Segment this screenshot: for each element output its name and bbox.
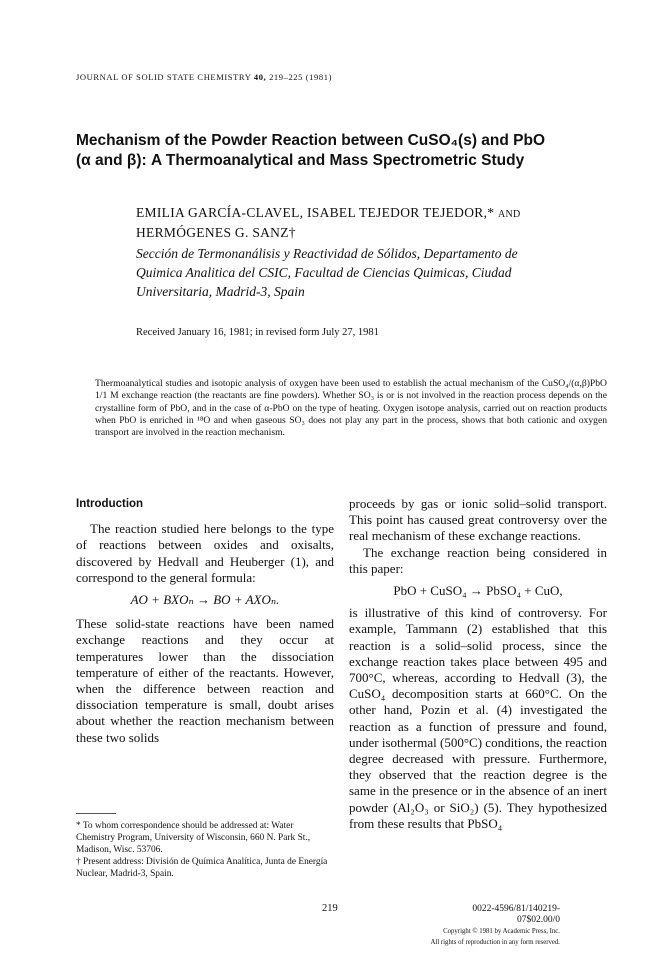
copyright-line-2: All rights of reproduction in any form reserved. (430, 939, 560, 946)
abstract: Thermoanalytical studies and isotopic analysis of oxygen have been used to establish the actual mechanism of the CuSO₄/(α,β)PbO 1/1 M exchange reaction (the reactants are fine powders). Whether SO₃ is or is not involved in the reaction process depends on the crystalline form of PbO, and in the case of α-PbO on the type of heating. Oxygen isotope analysis, carried out on reaction products when PbO is enriched in ¹⁸O and when gaseous SO₃ does not play any part in the process, shows that both cationic and oxygen transport are involved in the reaction mechanism. (95, 378, 607, 439)
right-paragraph-3: is illustrative of this kind of controversy. For example, Tammann (2) established that this reaction is a solid–solid process, since the exchange reaction takes place between 495 and 700°C, whereas, according to Hedvall (3), the CuSO₄ decomposition starts at 660°C. On the other hand, Pozin et al. (4) investigated the reaction as a function of pressure and found, under isothermal (500°C) conditions, the reaction degree decreased with pressure. Furthermore, they observed that the reaction degree is the same in the presence or in the absence of an inert powder (Al₂O₃ or SiO₂) (5). They hypothesized from these results that PbSO₄ (349, 605, 607, 831)
copyright-line-1: Copyright © 1981 by Academic Press, Inc. (443, 928, 560, 935)
author-list (136, 204, 606, 242)
footnote-2: † Present address: División de Química Analítica, Junta de Energía Nuclear, Madrid-3, Spain. (76, 857, 328, 879)
page-number: 219 (322, 903, 338, 914)
journal-header (76, 72, 332, 82)
received-dates: Received January 16, 1981; in revised form July 27, 1981 (136, 327, 379, 338)
left-column (76, 496, 334, 746)
journal-volume: 40, (253, 72, 267, 82)
journal-name: JOURNAL OF SOLID STATE CHEMISTRY (76, 72, 252, 82)
authors-and: AND (497, 209, 521, 220)
authors-line-1: EMILIA GARCÍA-CLAVEL, ISABEL TEJEDOR TEJEDOR,* (136, 205, 495, 220)
affiliation (136, 244, 606, 301)
paper-title (76, 131, 616, 171)
section-heading: Introduction (76, 498, 144, 510)
intro-paragraph-1: The reaction studied here belongs to the type of reactions between oxides and oxisalts, discovered by Hedvall and Heuberger (1), and correspond to the general formula: (76, 521, 334, 585)
copyright-block (430, 904, 560, 948)
title-line-1: Mechanism of the Powder Reaction between CuSO₄(s) and PbO (76, 132, 546, 149)
affiliation-line-3: Universitaria, Madrid-3, Spain (136, 284, 305, 299)
exchange-reaction-formula: PbO + CuSO₄ → PbSO₄ + CuO, (393, 583, 563, 599)
title-line-2: (α and β): A Thermoanalytical and Mass Spectrometric Study (76, 152, 525, 169)
affiliation-line-1: Sección de Termonanálisis y Reactividad de Sólidos, Departamento de (136, 246, 518, 261)
general-formula: AO + BXOₙ → BO + AXOₙ. (130, 592, 280, 608)
right-paragraph-2: The exchange reaction being considered in this paper: (349, 544, 607, 576)
right-paragraph-1: proceeds by gas or ionic solid–solid transport. This point has caused great controversy over the real mechanism of these exchange reactions. (349, 496, 607, 544)
footnote-rule (76, 813, 116, 814)
intro-paragraph-2: These solid-state reactions have been named exchange reactions and they occur at temperatures lower than the dissociation temperature of either of the reactants. However, when the difference between reaction and dissociation temperature is small, doubt arises about whether the reaction mechanism between these two solids (76, 616, 334, 745)
footnotes (76, 820, 334, 880)
journal-pages-year: 219–225 (1981) (269, 72, 332, 82)
authors-line-2: HERMÓGENES G. SANZ† (136, 225, 296, 240)
affiliation-line-2: Quimica Analitica del CSIC, Facultad de Ciencias Quimicas, Ciudad (136, 265, 512, 280)
right-column (349, 496, 607, 832)
footnote-1: * To whom correspondence should be addressed at: Water Chemistry Program, University of Wisconsin, 660 N. Park St., Madison, Wisc. 53706. (76, 821, 311, 855)
copyright-code: 0022-4596/81/140219-07$02.00/0 (472, 904, 560, 925)
